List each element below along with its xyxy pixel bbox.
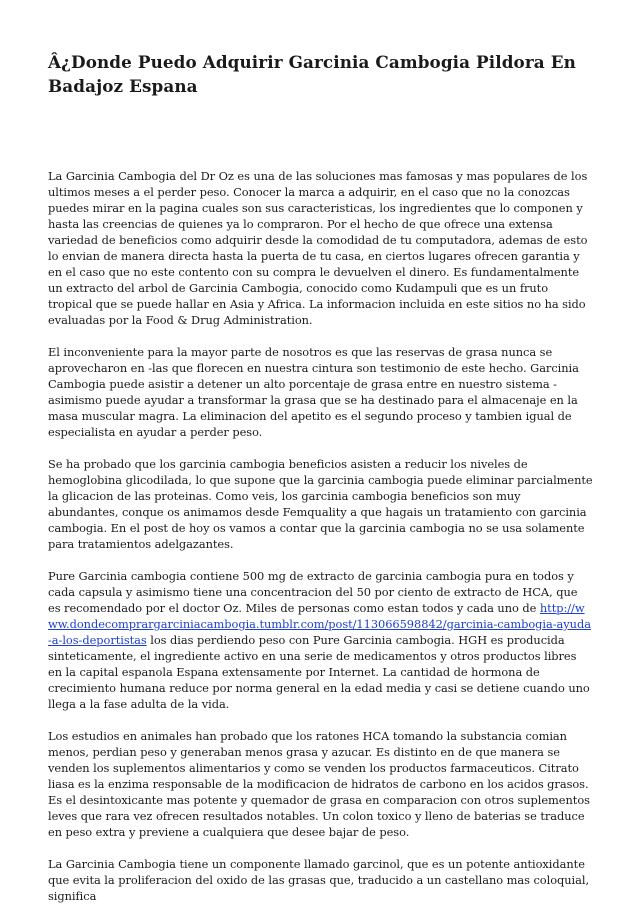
page-title: Â¿Donde Puedo Adquirir Garcinia Cambogia Pildora En Badajoz Espana [48,52,576,96]
paragraph-6: La Garcinia Cambogia tiene un componente llamado garcinol, que es un potente antioxidante que evita la proliferacion del oxido de las grasas que, traducido a un castellano mas coloquial, significa [48,857,590,903]
paragraph-1: La Garcinia Cambogia del Dr Oz es una de las soluciones mas famosas y mas populares de los ultimos meses a el perder peso. Conocer la marca a adquirir, en el caso que no la conozcas puedes mirar en la pagina cuales son sus caracteristicas, los ingredientes que lo componen y hasta las creencias de quienes ya lo compraron. Por el hecho de que ofrece una extensa variedad de beneficios como adquirir desde la comodidad de tu computadora, ademas de esto lo envian de manera directa hasta la puerta de tu casa, en ciertos lugares ofrecen garantia y en el caso que no este contento con su compra le devuelven el dinero. Es fundamentalmente un extracto del arbol de Garcinia Cambogia, conocido como Kudampuli que es un fruto tropical que se puede hallar en Asia y Africa. La informacion incluida en este sitios no ha sido evaluadas por la Food & Drug Administration. [48,169,588,327]
paragraph-4-text-before: Pure Garcinia cambogia contiene 500 mg de extracto de garcinia cambogia pura en todos y cada capsula y asimismo tiene una concentracion del 50 por ciento de extracto de HCA, que es recomendado por el doctor Oz. Miles de personas como estan todos y cada uno de [48,569,578,615]
paragraph-2: El inconveniente para la mayor parte de nosotros es que las reservas de grasa nunca se aprovecharon en -las que florecen en nuestra cintura son testimonio de este hecho. Garcinia Cambogia puede asistir a detener un alto porcentaje de grasa entre en nuestro sistema -asimismo puede ayudar a transformar la grasa que se ha destinado para el almacenaje en la masa muscular magra. La eliminacion del apetito es el segundo proceso y tambien igual de especialista en ayudar a perder peso. [48,345,579,439]
paragraph-5: Los estudios en animales han probado que los ratones HCA tomando la substancia comian menos, perdian peso y generaban menos grasa y azucar. Es distinto en de que manera se venden los suplementos alimentarios y como se venden los productos farmaceuticos. Citrato liasa es la enzima responsable de la modificacion de hidratos de carbono en los acidos grasos. Es el desintoxicante mas potente y quemador de grasa en comparacion con otros suplementos leves que rara vez ofrecen resultados notables. Un colon toxico y lleno de baterias se traduce en peso extra y previene a cualquiera que desee bajar de peso. [48,729,590,839]
paragraph-4 [48,568,593,712]
paragraph-3: Se ha probado que los garcinia cambogia beneficios asisten a reducir los niveles de hemoglobina glicodilada, lo que supone que la garcinia cambogia puede eliminar parcialmente la glicacion de las proteinas. Como veis, los garcinia cambogia beneficios son muy abundantes, conque os animamos desde Femquality a que hagais un tratamiento con garcinia cambogia. En el post de hoy os vamos a contar que la garcinia cambogia no se usa solamente para tratamientos adelgazantes. [48,457,593,551]
article-link[interactable]: http://www.dondecomprargarciniacambogia.tumblr.com/post/113066598842/garcinia-cambogia-ayuda-a-los-deportistas [48,601,591,647]
paragraph-4-text-after: los dias perdiendo peso con Pure Garcinia cambogia. HGH es producida sinteticamente, el ingrediente activo en una serie de medicamentos y otros productos libres en la capital espanola Espana extensamente por Internet. La cantidad de hormona de crecimiento humana reduce por norma general en la edad media y casi se detiene cuando uno llega a la fase adulta de la vida. [48,633,590,711]
document-page [48,50,593,920]
